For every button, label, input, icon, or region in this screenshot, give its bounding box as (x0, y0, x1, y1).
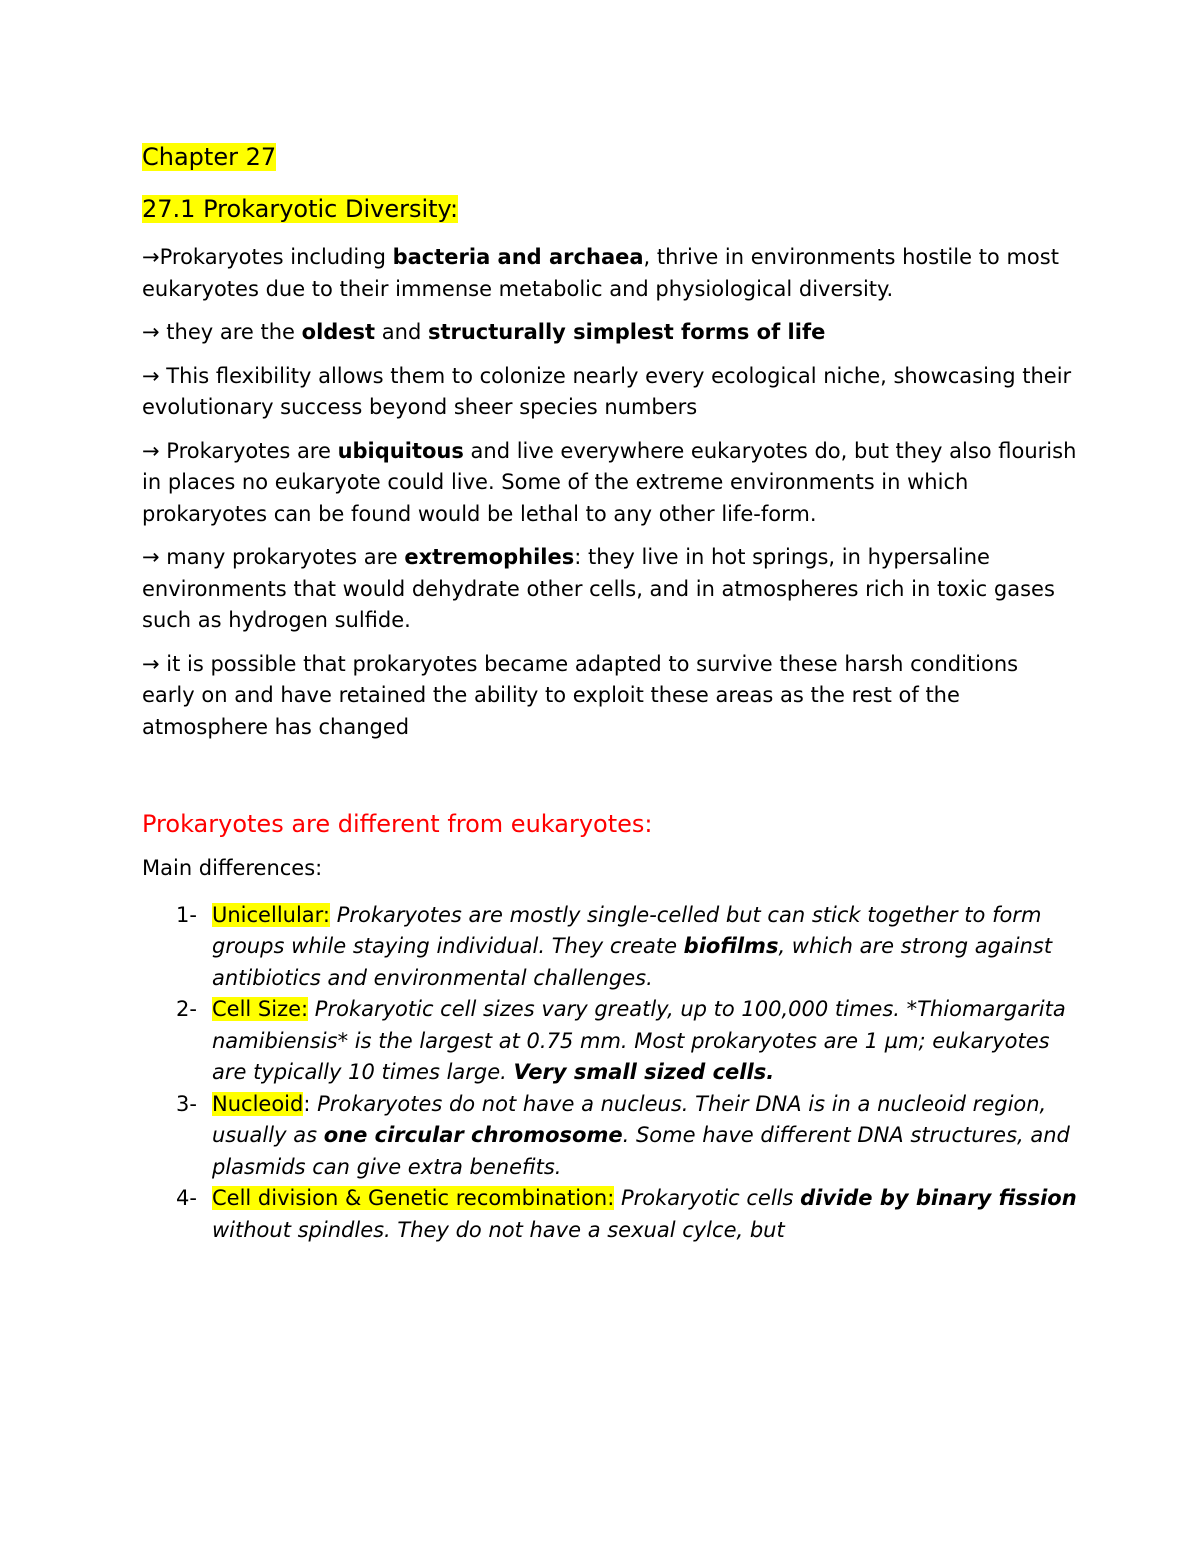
paragraph-1 (142, 242, 1077, 305)
list-item-label: Nucleoid (212, 1091, 304, 1116)
chapter-title (142, 136, 1077, 178)
list-item-number: 1- (176, 902, 197, 927)
arrow-icon: → (142, 245, 160, 269)
list-item-bold: biofilms (683, 934, 779, 958)
paragraph-5 (142, 542, 1077, 637)
list-item-text: Prokaryotic cell sizes vary greatly, up to 100,000 times. *Thiomargarita namibiensis* is the largest at 0.75 mm. Most prokaryotes are 1 µm; eukaryotes are typically 10 times large. (212, 997, 1066, 1084)
paragraph-3 (142, 361, 1077, 424)
arrow-icon: → (142, 651, 160, 676)
section-title-text: 27.1 Prokaryotic Diversity: (142, 195, 459, 223)
differences-list (142, 900, 1077, 1247)
list-item-number: 2- (176, 997, 197, 1021)
p3-text: This flexibility allows them to colonize nearly every ecological niche, showcasing their evolutionary success beyond sheer species numbers (142, 363, 1072, 419)
list-item-label: Cell Size: (212, 997, 309, 1021)
list-item (142, 1089, 1077, 1184)
main-differences-label: Main differences: (142, 856, 323, 880)
p2-bold-simplest: structurally simplest forms of life (427, 320, 826, 344)
p5-text-c: : they live in hot springs, in hypersaline environments that would dehydrate other cells, and in atmospheres rich in toxic gases such as hydrogen sulfide. (142, 545, 1055, 632)
document-page (142, 136, 1077, 1246)
arrow-icon: → (142, 320, 160, 344)
arrow-icon: → (142, 363, 160, 388)
list-item-label: Cell division & Genetic recombination: (212, 1186, 615, 1210)
list-item (142, 994, 1077, 1089)
list-item-text: without spindles. They do not have a sexual cylce, but (212, 1217, 785, 1242)
list-item-text: Prokaryotes do not have a nucleus. Their DNA is in a nucleoid region, usually as (212, 1091, 1047, 1147)
list-item (142, 1183, 1077, 1246)
list-item-label: Unicellular: (212, 902, 331, 927)
paragraph-4 (142, 436, 1077, 531)
p4-bold-ubiquitous: ubiquitous (337, 438, 464, 463)
list-item-colon: : (303, 1091, 311, 1116)
list-item-text: . Some have different DNA structures, and plasmids can give extra benefits. (212, 1123, 1070, 1179)
section-title (142, 188, 1077, 230)
p1-text-a: Prokaryotes including (159, 245, 393, 269)
differences-heading: Prokaryotes are different from eukaryotes: (142, 810, 653, 838)
p6-text: it is possible that prokaryotes became adapted to survive these harsh conditions early on and have retained the ability to exploit these areas as the rest of the atmosphere has changed (142, 651, 1019, 739)
list-item-bold: divide by binary fission (800, 1186, 1077, 1210)
paragraph-2 (142, 317, 1077, 349)
p1-text-c: , thrive in environments hostile to most eukaryotes due to their immense metabolic and physiological diversity. (142, 245, 1059, 301)
list-item-bold: one circular chromosome (323, 1123, 623, 1147)
chapter-title-text: Chapter 27 (142, 143, 277, 171)
paragraph-6 (142, 649, 1077, 744)
p5-bold-extremophiles: extremophiles (404, 545, 575, 569)
p2-text-c: and (375, 320, 428, 344)
arrow-icon: → (142, 438, 160, 463)
p4-text-c: and live everywhere eukaryotes do, but they also flourish in places no eukaryote could live. Some of the extreme environments in which prokaryotes can be found would be lethal to any other life-form. (142, 438, 1077, 526)
list-item-text: , which are strong against antibiotics and environmental challenges. (212, 934, 1053, 990)
list-item-text: Prokaryotes are mostly single-celled but can stick together to form groups while staying individual. They create (212, 902, 1042, 958)
list-item-number: 3- (176, 1091, 197, 1116)
list-item (142, 900, 1077, 995)
list-item-number: 4- (176, 1186, 197, 1210)
p5-text-a: many prokaryotes are (159, 545, 405, 569)
list-item-text: Prokaryotic cells (614, 1186, 801, 1210)
p4-text-a: Prokaryotes are (159, 438, 338, 463)
p2-bold-oldest: oldest (301, 320, 376, 344)
p2-text-a: they are the (159, 320, 302, 344)
list-item-bold: Very small sized cells. (513, 1060, 775, 1084)
arrow-icon: → (142, 545, 160, 569)
p1-bold: bacteria and archaea (392, 245, 644, 269)
